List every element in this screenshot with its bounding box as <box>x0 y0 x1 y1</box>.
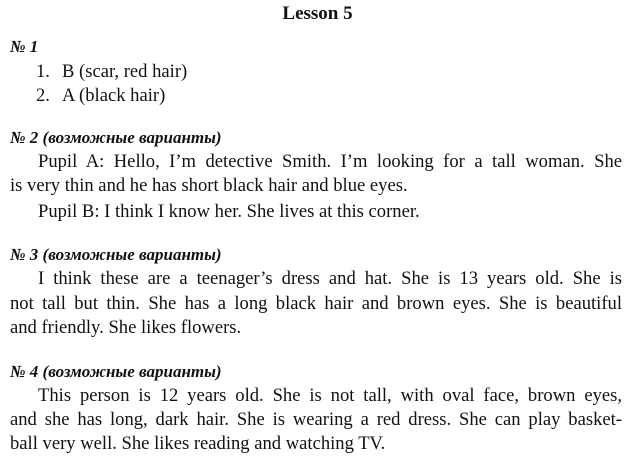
exercise-1-item <box>36 60 187 84</box>
exercise-3-line: not tall but thin. She has a long black hair and brown eyes. She is beautiful <box>10 293 622 314</box>
page-title: Lesson 5 <box>282 3 353 24</box>
list-text: A (black hair) <box>62 85 166 106</box>
exercise-4-line: This person is 12 years old. She is not tall, with oval face, brown eyes, <box>38 385 622 406</box>
exercise-1-item <box>36 84 165 108</box>
exercise-2-line: is very thin and he has short black hair and blue eyes. <box>10 175 408 196</box>
exercise-3-heading: № 3 (возможные варианты) <box>10 245 222 264</box>
exercise-2-heading: № 2 (возможные варианты) <box>10 128 222 147</box>
exercise-4-line: and she has long, dark hair. She is wearing a red dress. She can play basket- <box>10 409 622 430</box>
exercise-2-line: Pupil B: I think I know her. She lives at this corner. <box>38 201 420 222</box>
list-number: 2. <box>36 85 50 106</box>
exercise-1-heading: № 1 <box>10 37 39 56</box>
list-number: 1. <box>36 61 50 82</box>
exercise-4-heading: № 4 (возможные варианты) <box>10 362 222 381</box>
exercise-2-line: Pupil A: Hello, I’m detective Smith. I’m looking for a tall woman. She <box>38 151 622 172</box>
exercise-3-line: I think these are a teenager’s dress and hat. She is 13 years old. She is <box>38 268 622 289</box>
exercise-3-line: and friendly. She likes flowers. <box>10 317 242 338</box>
list-text: B (scar, red hair) <box>62 61 188 82</box>
exercise-4-line: ball very well. She likes reading and watching TV. <box>10 433 386 454</box>
